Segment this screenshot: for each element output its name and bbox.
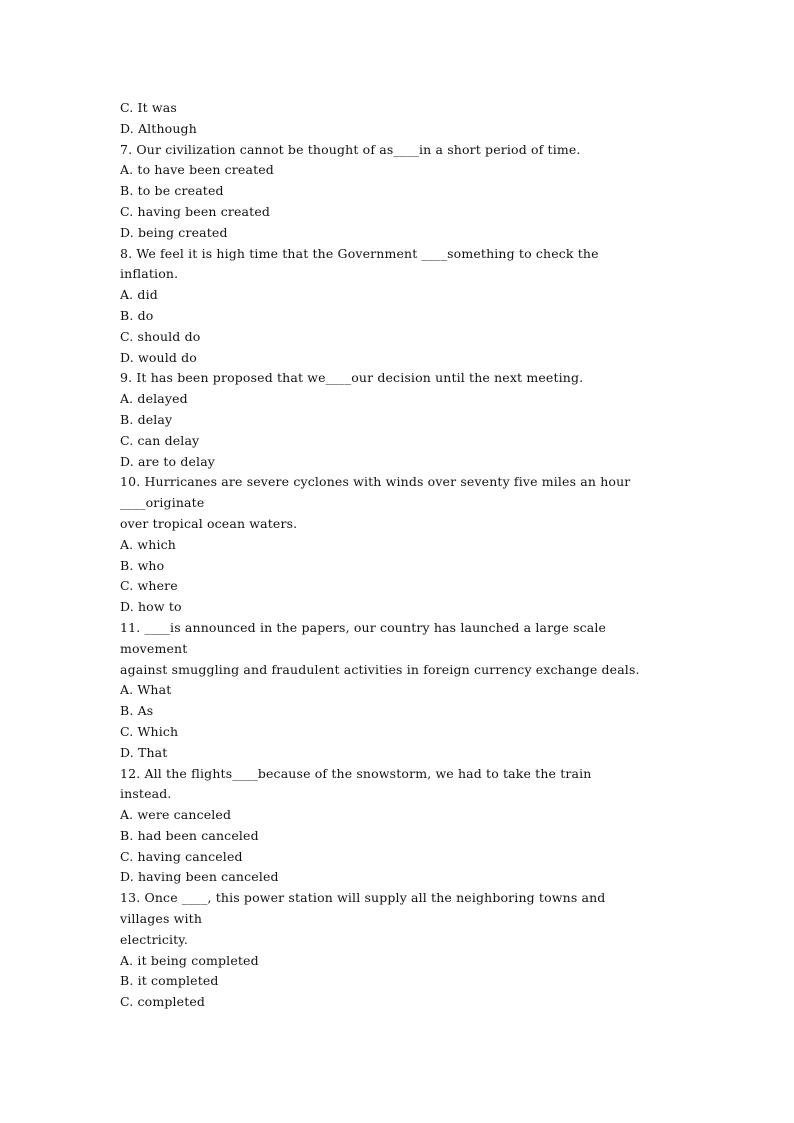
question-12-continuation: instead. [120,786,172,802]
text-line-option-d-although: D. Although [120,120,197,136]
question-10-option-c: C. where [120,578,178,594]
question-10-continuation-2: over tropical ocean waters. [120,515,298,531]
question-10-option-d: D. how to [120,599,182,615]
question-8-continuation: inflation. [120,266,179,282]
question-12-option-c: C. having canceled [120,848,243,864]
question-11-continuation-1: movement [120,640,188,656]
question-10-continuation-1: ____originate [120,495,205,511]
question-12-option-d: D. having been canceled [120,869,279,885]
question-12-option-b: B. had been canceled [120,827,259,843]
question-8-option-c: C. should do [120,328,201,344]
question-11-option-a: A. What [120,682,172,698]
question-8-option-a: A. did [120,287,158,303]
question-10-option-b: B. who [120,557,165,573]
question-13-option-b: B. it completed [120,973,219,989]
question-13: 13. Once ____, this power station will supply all the neighboring towns and [120,890,606,906]
question-7-option-a: A. to have been created [120,162,274,178]
question-9-option-c: C. can delay [120,432,200,448]
question-7: 7. Our civilization cannot be thought of as____in a short period of time. [120,141,581,157]
question-13-option-a: A. it being completed [120,952,259,968]
question-10: 10. Hurricanes are severe cyclones with winds over seventy five miles an hour [120,474,631,490]
question-10-option-a: A. which [120,536,176,552]
document-text [120,98,680,1013]
question-8: 8. We feel it is high time that the Government ____something to check the [120,245,599,261]
question-11-option-d: D. That [120,744,168,760]
question-13-continuation-2: electricity. [120,931,188,947]
question-12-option-a: A. were canceled [120,807,232,823]
question-9-option-b: B. delay [120,411,173,427]
question-9: 9. It has been proposed that we____our decision until the next meeting. [120,370,584,386]
question-9-option-a: A. delayed [120,391,188,407]
question-12: 12. All the flights____because of the snowstorm, we had to take the train [120,765,592,781]
question-7-option-c: C. having been created [120,203,271,219]
question-7-option-b: B. to be created [120,183,224,199]
question-11-option-b: B. As [120,703,154,719]
question-13-continuation-1: villages with [120,911,203,927]
question-11: 11. ____is announced in the papers, our country has launched a large scale [120,619,607,635]
question-11-continuation-2: against smuggling and fraudulent activities in foreign currency exchange deals. [120,661,640,677]
question-8-option-d: D. would do [120,349,197,365]
question-8-option-b: B. do [120,307,154,323]
question-7-option-d: D. being created [120,224,228,240]
text-line-option-c-it-was: C. It was [120,100,177,115]
question-11-option-c: C. Which [120,723,179,739]
question-9-option-d: D. are to delay [120,453,216,469]
question-13-option-c: C. completed [120,994,206,1010]
